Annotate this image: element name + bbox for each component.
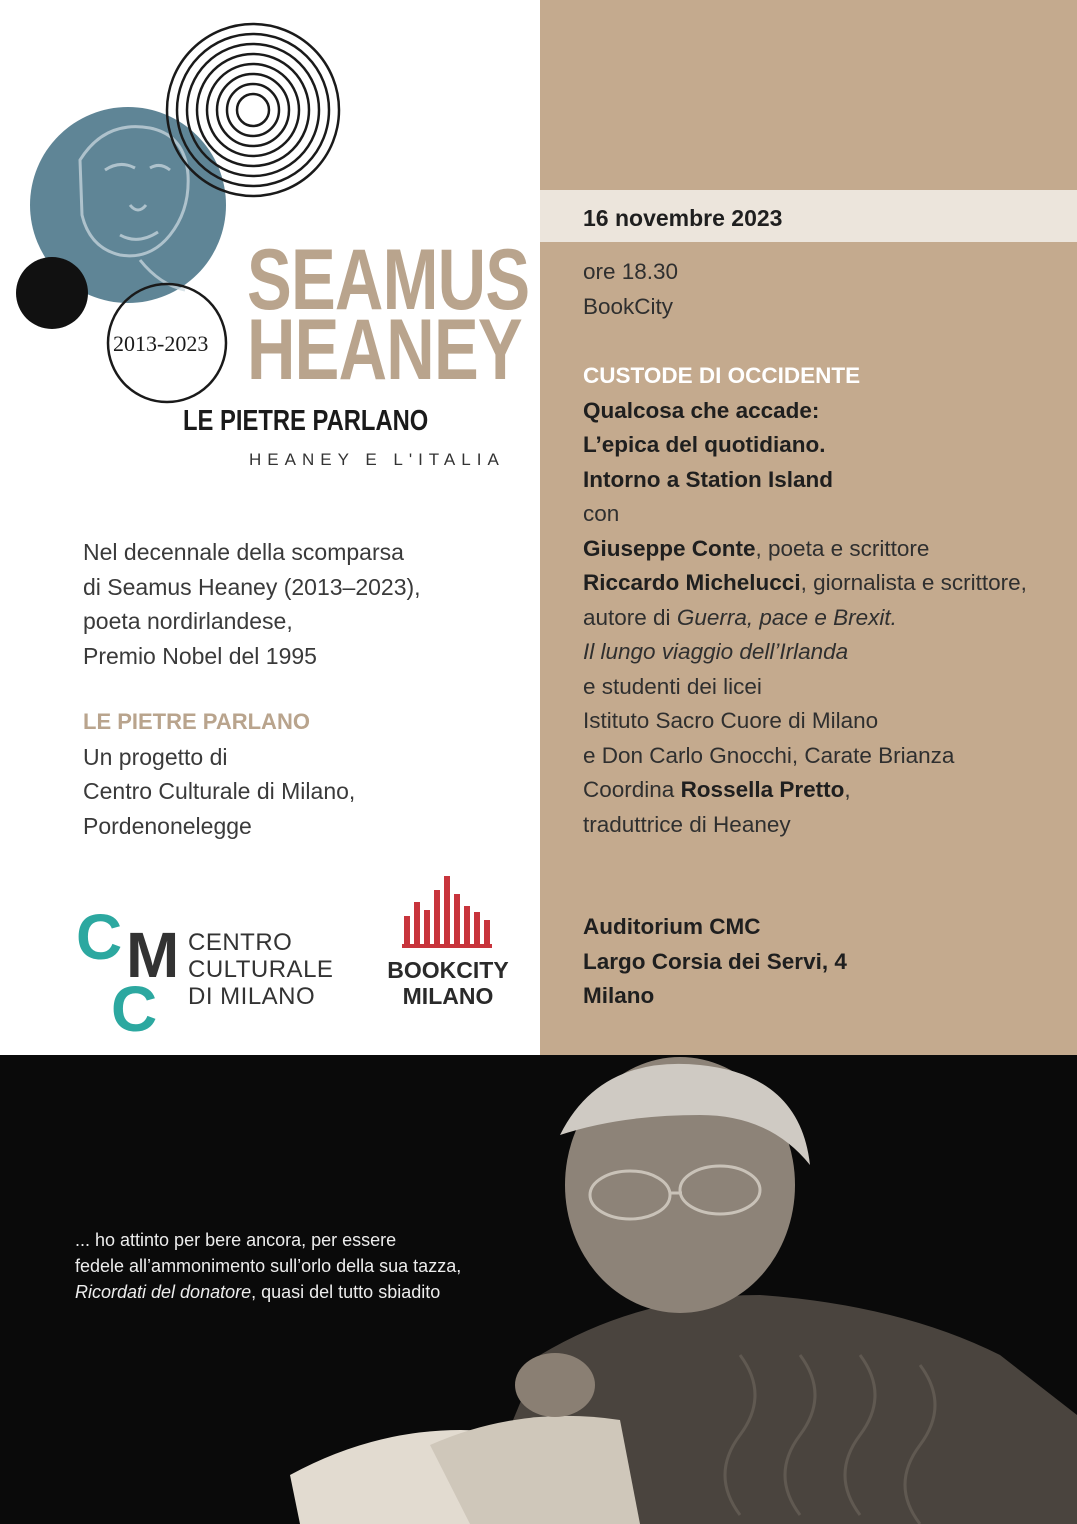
event-date: 16 novembre 2023 [583,205,783,231]
quote-block [75,1227,545,1305]
event-title-line: Intorno a Station Island [583,466,834,492]
cmc-word: DI MILANO [188,983,316,1010]
location-line: Auditorium CMC [583,914,761,939]
con-label: con [583,501,620,526]
intro-line: poeta nordirlandese, [83,608,293,634]
cmc-logo [76,901,356,1045]
project-title: LE PIETRE PARLANO [83,709,310,734]
speaker-1-role: , poeta e scrittore [755,535,930,561]
intro-block [83,535,523,673]
intro-line: di Seamus Heaney (2013–2023), [83,573,421,600]
cmc-letter-m: M [126,919,180,991]
coordinator-line [583,773,1073,808]
bookcity-word: BOOKCITY [387,957,509,983]
cmc-word: CULTURALE [188,956,334,983]
bookcity-skyline-icon [402,872,494,952]
title-heaney: HEANEY [247,302,522,398]
quote-line: ... ho attinto per bere ancora, per essere [75,1230,397,1250]
series-title: CUSTODE DI OCCIDENTE [583,363,861,388]
project-block [83,705,523,843]
coord-prefix: Coordina [583,777,681,802]
cmc-letter-c2: C [111,973,158,1045]
event-program [583,359,1073,842]
title-seamus: SEAMUS [247,232,530,328]
event-title-line: Qualcosa che accade: [583,397,820,423]
event-venue-tag: BookCity [583,293,674,319]
location-line: Milano [583,983,655,1008]
years-label: 2013-2023 [113,331,209,356]
bookcity-words [378,957,518,1009]
spiral-rings [167,24,339,196]
cmc-letter-c1: C [76,901,123,973]
cmc-word: CENTRO [188,929,293,956]
students-line: e studenti dei licei [583,673,762,699]
coord-role: traduttrice di Heaney [583,811,791,837]
project-line: Pordenonelegge [83,812,252,839]
subtitle-le-pietre-parlano: LE PIETRE PARLANO [183,405,429,437]
speaker-2-name: Riccardo Michelucci [583,570,801,595]
project-line: Centro Culturale di Milano, [83,778,356,804]
event-title-line: L’epica del quotidiano. [583,432,826,457]
author-line [583,601,1073,636]
tagline-heaney-e-litalia: HEANEY E L'ITALIA [249,450,505,469]
photo-panel [0,1055,1077,1524]
speaker-1 [583,532,1073,567]
speaker-2-role: , giornalista e scrittore, [800,570,1027,595]
book-title-a: Guerra, pace e Brexit. [676,604,897,630]
coord-suffix: , [844,777,851,802]
location-block [583,910,1063,1014]
speaker-2 [583,566,1073,601]
school-line: e Don Carlo Gnocchi, Carate Brianza [583,742,955,768]
coord-name: Rossella Pretto [680,777,845,802]
project-line: Un progetto di [83,743,228,770]
location-line: Largo Corsia dei Servi, 4 [583,948,847,974]
intro-line: Nel decennale della scomparsa [83,539,404,565]
quote-line [75,1279,545,1305]
quote-line: fedele all’ammonimento sull’orlo della sua tazza, [75,1256,462,1276]
book-title-b: Il lungo viaggio dell’Irlanda [583,639,849,664]
event-time: ore 18.30 [583,259,679,284]
quote-italic: Ricordati del donatore [75,1282,252,1302]
event-time-block [583,255,1063,324]
cmc-words [188,929,333,1010]
book-title-line [583,635,1073,670]
speaker-1-name: Giuseppe Conte [583,535,756,561]
school-line: Istituto Sacro Cuore di Milano [583,708,879,733]
black-dot [16,257,88,329]
quote-rest: , quasi del tutto sbiadito [251,1282,441,1302]
bookcity-word: MILANO [402,983,494,1009]
author-prefix: autore di [583,604,677,630]
intro-line: Premio Nobel del 1995 [83,642,317,669]
